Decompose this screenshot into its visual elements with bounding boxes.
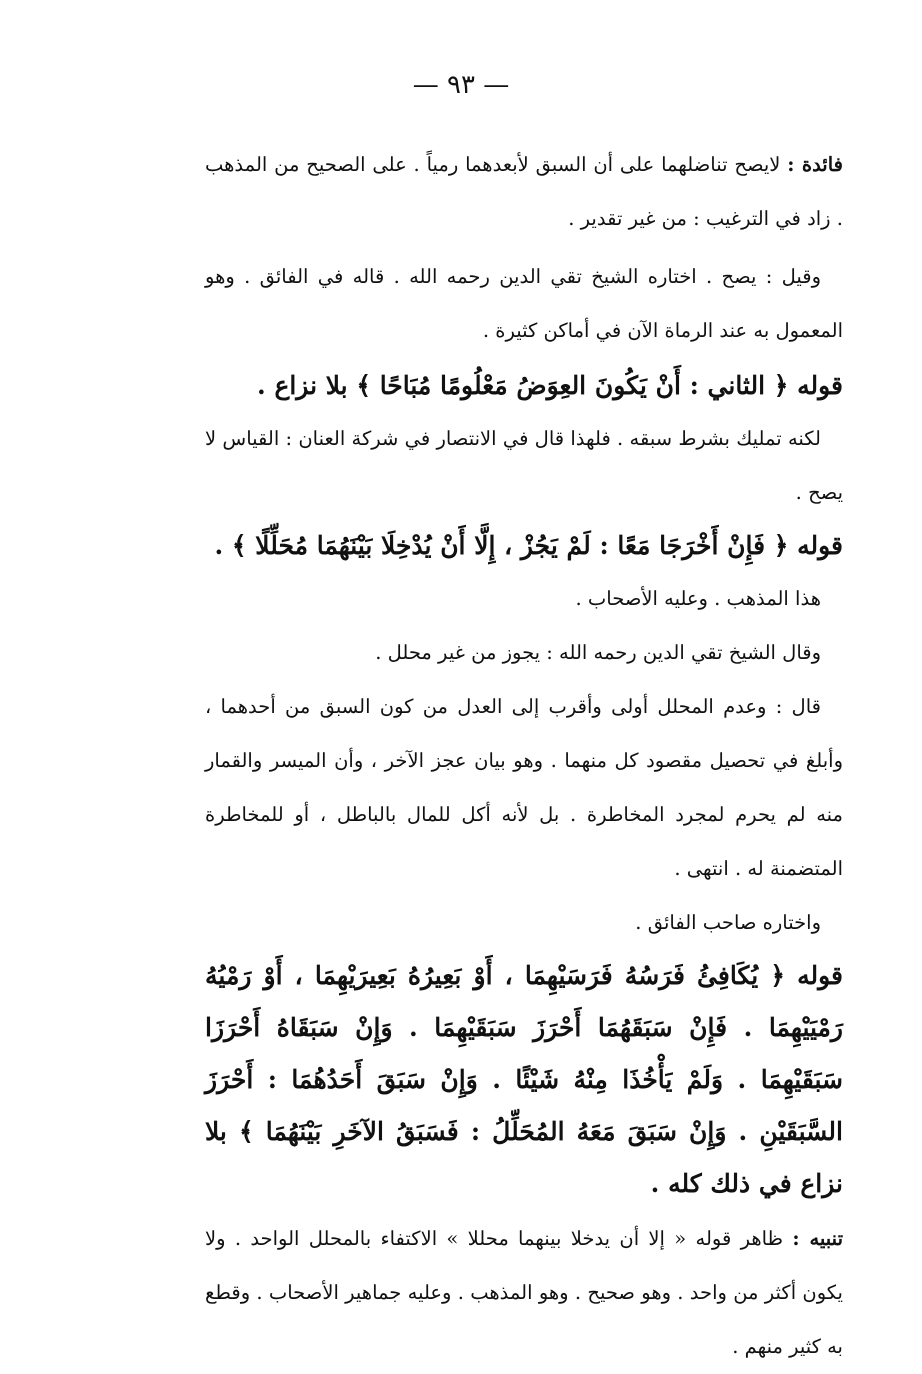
paragraph-qala-wa-adam [205, 680, 843, 896]
paragraph-ikhtarahu [205, 896, 843, 950]
paragraph-text: واختاره صاحب الفائق . [635, 911, 821, 934]
main-text [205, 138, 843, 1374]
paragraph-wa-qila [205, 250, 843, 358]
paragraph-text: ﴿ فَإِنْ أَخْرَجَا مَعًا : لَمْ يَجُزْ ، إِلَّا أَنْ يُدْخِلَا بَيْنَهُمَا مُحَلِّلًا ﴾ . [214, 531, 798, 560]
paragraph-lakinnahu [205, 412, 843, 520]
paragraph-text: ﴿ يُكَافِئُ فَرَسُهُ فَرَسَيْهِمَا ، أَوْ بَعِيرُهُ بَعِيرَيْهِمَا ، أَوْ رَمْيُهُ رَمْيَيْهِمَا . فَإِنْ سَبَقَهُمَا أَحْرَزَ سَبَقَيْهِمَا . وَإِنْ سَبَقَاهُ أَحْرَزَا سَبَقَيْهِمَا . وَلَمْ يَأْخُذَا مِنْهُ شَيْئًا . وَإِنْ سَبَقَ أَحَدُهُمَا : أَحْرَزَ السَّبَقَيْنِ . وَإِنْ سَبَقَ مَعَهُ المُحَلِّلُ : فَسَبَقُ الآخَرِ بَيْنَهُمَا ﴾ بلا نزاع في ذلك كله . [205, 961, 843, 1198]
paragraph-text: ﴿ الثاني : أَنْ يَكُونَ العِوَضُ مَعْلُومًا مُبَاحًا ﴾ بلا نزاع . [257, 371, 798, 400]
paragraph-quote-in-akhraja [205, 520, 843, 572]
paragraph-lead: تنبيه : [792, 1227, 843, 1250]
paragraph-tanbih [205, 1212, 843, 1374]
paragraph-lead: قوله [797, 961, 843, 990]
paragraph-fayda [205, 138, 843, 246]
page-number: — ٩٣ — [412, 70, 510, 100]
paragraph-lead: قوله [797, 531, 843, 560]
paragraph-text: وقال الشيخ تقي الدين رحمه الله : يجوز من غير محلل . [375, 641, 821, 664]
paragraph-quote-thani [205, 360, 843, 412]
paragraph-text: وقيل : يصح . اختاره الشيخ تقي الدين رحمه الله . قاله في الفائق . وهو المعمول به عند الرماة الآن في أماكن كثيرة . [205, 265, 843, 342]
paragraph-text: قال : وعدم المحلل أولى وأقرب إلى العدل من كون السبق من أحدهما ، وأبلغ في تحصيل مقصود كل منهما . وهو بيان عجز الآخر ، وأن الميسر والقمار منه لم يحرم لمجرد المخاطرة . بل لأنه أكل للمال بالباطل ، أو للمخاطرة المتضمنة له . انتهى . [205, 695, 843, 880]
paragraph-text: هذا المذهب . وعليه الأصحاب . [575, 587, 821, 610]
paragraph-qala-al-shaykh [205, 626, 843, 680]
paragraph-text: ظاهر قوله « إلا أن يدخلا بينهما محللا » الاكتفاء بالمحلل الواحد . ولا يكون أكثر من واحد . وهو صحيح . وهو المذهب . وعليه جماهير الأصحاب . وقطع به كثير منهم . [205, 1227, 843, 1358]
paragraph-quote-yukafi [205, 950, 843, 1210]
paragraph-text: لايصح تناضلهما على أن السبق لأبعدهما رمياً . على الصحيح من المذهب . زاد في الترغيب : من غير تقدير . [205, 153, 843, 230]
paragraph-text: لكنه تمليك بشرط سبقه . فلهذا قال في الانتصار في شركة العنان : القياس لا يصح . [205, 427, 843, 504]
paragraph-lead: فائدة : [787, 153, 843, 176]
paragraph-hadha-al-madhhab [205, 572, 843, 626]
paragraph-lead: قوله [797, 371, 843, 400]
